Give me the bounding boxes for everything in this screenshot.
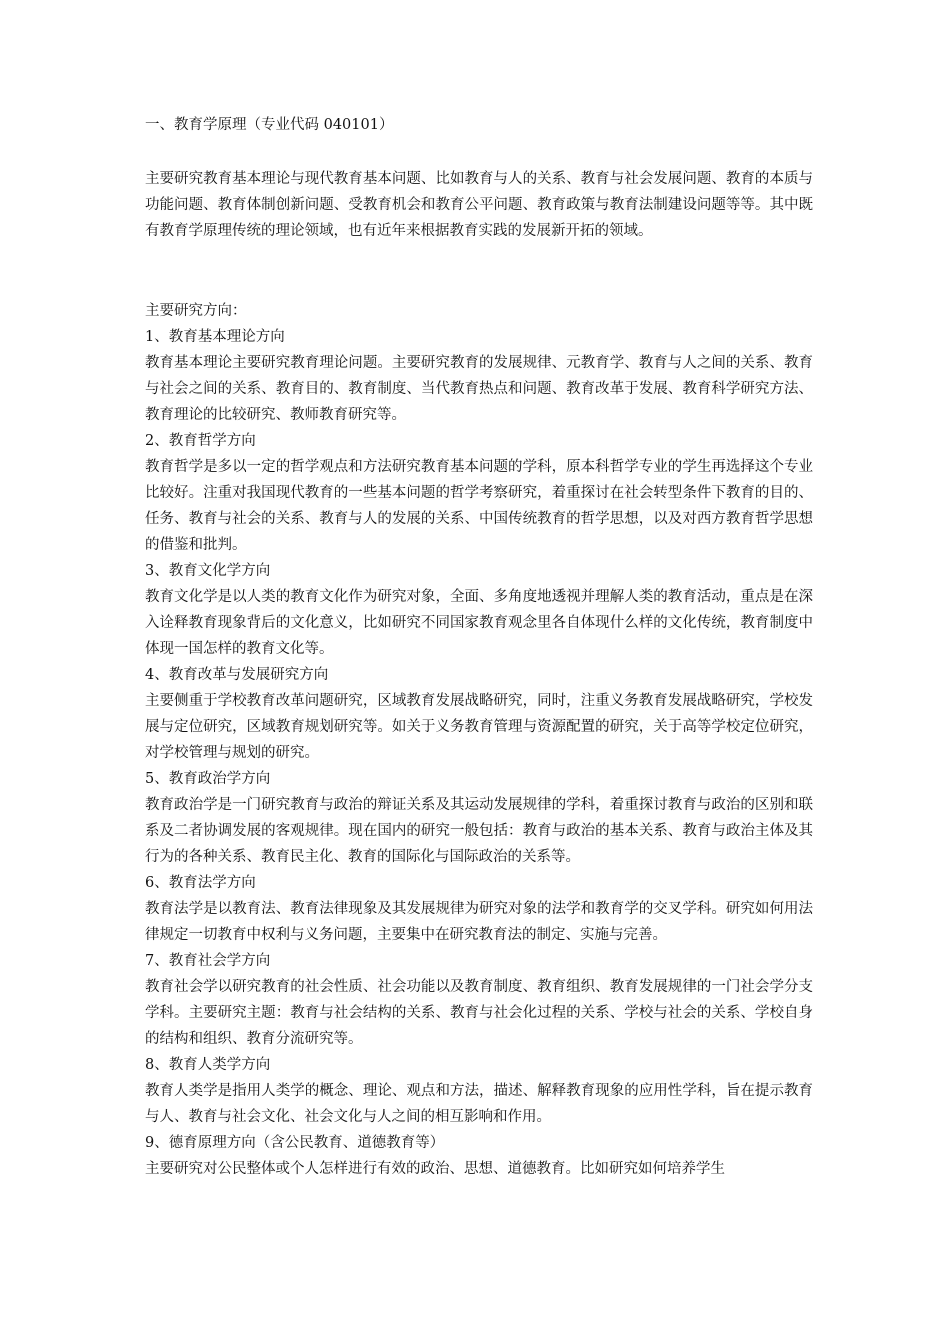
document-page <box>145 112 813 1182</box>
section-body-2: 教育哲学是多以一定的哲学观点和方法研究教育基本问题的学科，原本科哲学专业的学生再选择这个专业比较好。注重对我国现代教育的一些基本问题的哲学考察研究，着重探讨在社会转型条件下教育的目的、任务、教育与社会的关系、教育与人的发展的关系、中国传统教育的哲学思想，以及对西方教育哲学思想的借鉴和批判。 <box>145 459 813 553</box>
section-title-2: 2、教育哲学方向 <box>145 433 256 449</box>
section-body-3: 教育文化学是以人类的教育文化作为研究对象，全面、多角度地透视并理解人类的教育活动，重点是在深入诠释教育现象背后的文化意义，比如研究不同国家教育观念里各自体现什么样的文化传统，教育制度中体现一国怎样的教育文化等。 <box>145 589 813 657</box>
section-body-8: 教育人类学是指用人类学的概念、理论、观点和方法，描述、解释教育现象的应用性学科，旨在提示教育与人、教育与社会文化、社会文化与人之间的相互影响和作用。 <box>145 1083 813 1125</box>
section-title-5: 5、教育政治学方向 <box>145 771 271 787</box>
section-body-1: 教育基本理论主要研究教育理论问题。主要研究教育的发展规律、元教育学、教育与人之间的关系、教育与社会之间的关系、教育目的、教育制度、当代教育热点和问题、教育改革于发展、教育科学研究方法、教育理论的比较研究、教师教育研究等。 <box>145 355 813 423</box>
section-body-7: 教育社会学以研究教育的社会性质、社会功能以及教育制度、教育组织、教育发展规律的一门社会学分支学科。主要研究主题：教育与社会结构的关系、教育与社会化过程的关系、学校与社会的关系、学校自身的结构和组织、教育分流研究等。 <box>145 979 813 1047</box>
section-body-6: 教育法学是以教育法、教育法律现象及其发展规律为研究对象的法学和教育学的交叉学科。研究如何用法律规定一切教育中权利与义务问题，主要集中在研究教育法的制定、实施与完善。 <box>145 901 813 943</box>
section-title-7: 7、教育社会学方向 <box>145 953 271 969</box>
section-body-4: 主要侧重于学校教育改革问题研究，区域教育发展战略研究，同时，注重义务教育发展战略研究，学校发展与定位研究，区域教育规划研究等。如关于义务教育管理与资源配置的研究，关于高等学校定位研究，对学校管理与规划的研究。 <box>145 693 813 761</box>
section-title-3: 3、教育文化学方向 <box>145 563 271 579</box>
section-body-9: 主要研究对公民整体或个人怎样进行有效的政治、思想、道德教育。比如研究如何培养学生 <box>145 1161 725 1177</box>
section-title-6: 6、教育法学方向 <box>145 875 256 891</box>
directions-label: 主要研究方向： <box>145 303 247 319</box>
section-title-8: 8、教育人类学方向 <box>145 1057 271 1073</box>
section-title-4: 4、教育改革与发展研究方向 <box>145 667 329 683</box>
document-heading: 一、教育学原理（专业代码 040101） <box>145 117 394 133</box>
intro-paragraph: 主要研究教育基本理论与现代教育基本问题、比如教育与人的关系、教育与社会发展问题、教育的本质与功能问题、教育体制创新问题、受教育机会和教育公平问题、教育政策与教育法制建设问题等等。其中既有教育学原理传统的理论领域，也有近年来根据教育实践的发展新开拓的领域。 <box>145 171 813 239</box>
section-title-1: 1、教育基本理论方向 <box>145 329 285 345</box>
section-body-5: 教育政治学是一门研究教育与政治的辩证关系及其运动发展规律的学科，着重探讨教育与政治的区别和联系及二者协调发展的客观规律。现在国内的研究一般包括：教育与政治的基本关系、教育与政治主体及其行为的各种关系、教育民主化、教育的国际化与国际政治的关系等。 <box>145 797 813 865</box>
section-title-9: 9、德育原理方向（含公民教育、道德教育等） <box>145 1135 445 1151</box>
section-spacer <box>145 244 813 298</box>
